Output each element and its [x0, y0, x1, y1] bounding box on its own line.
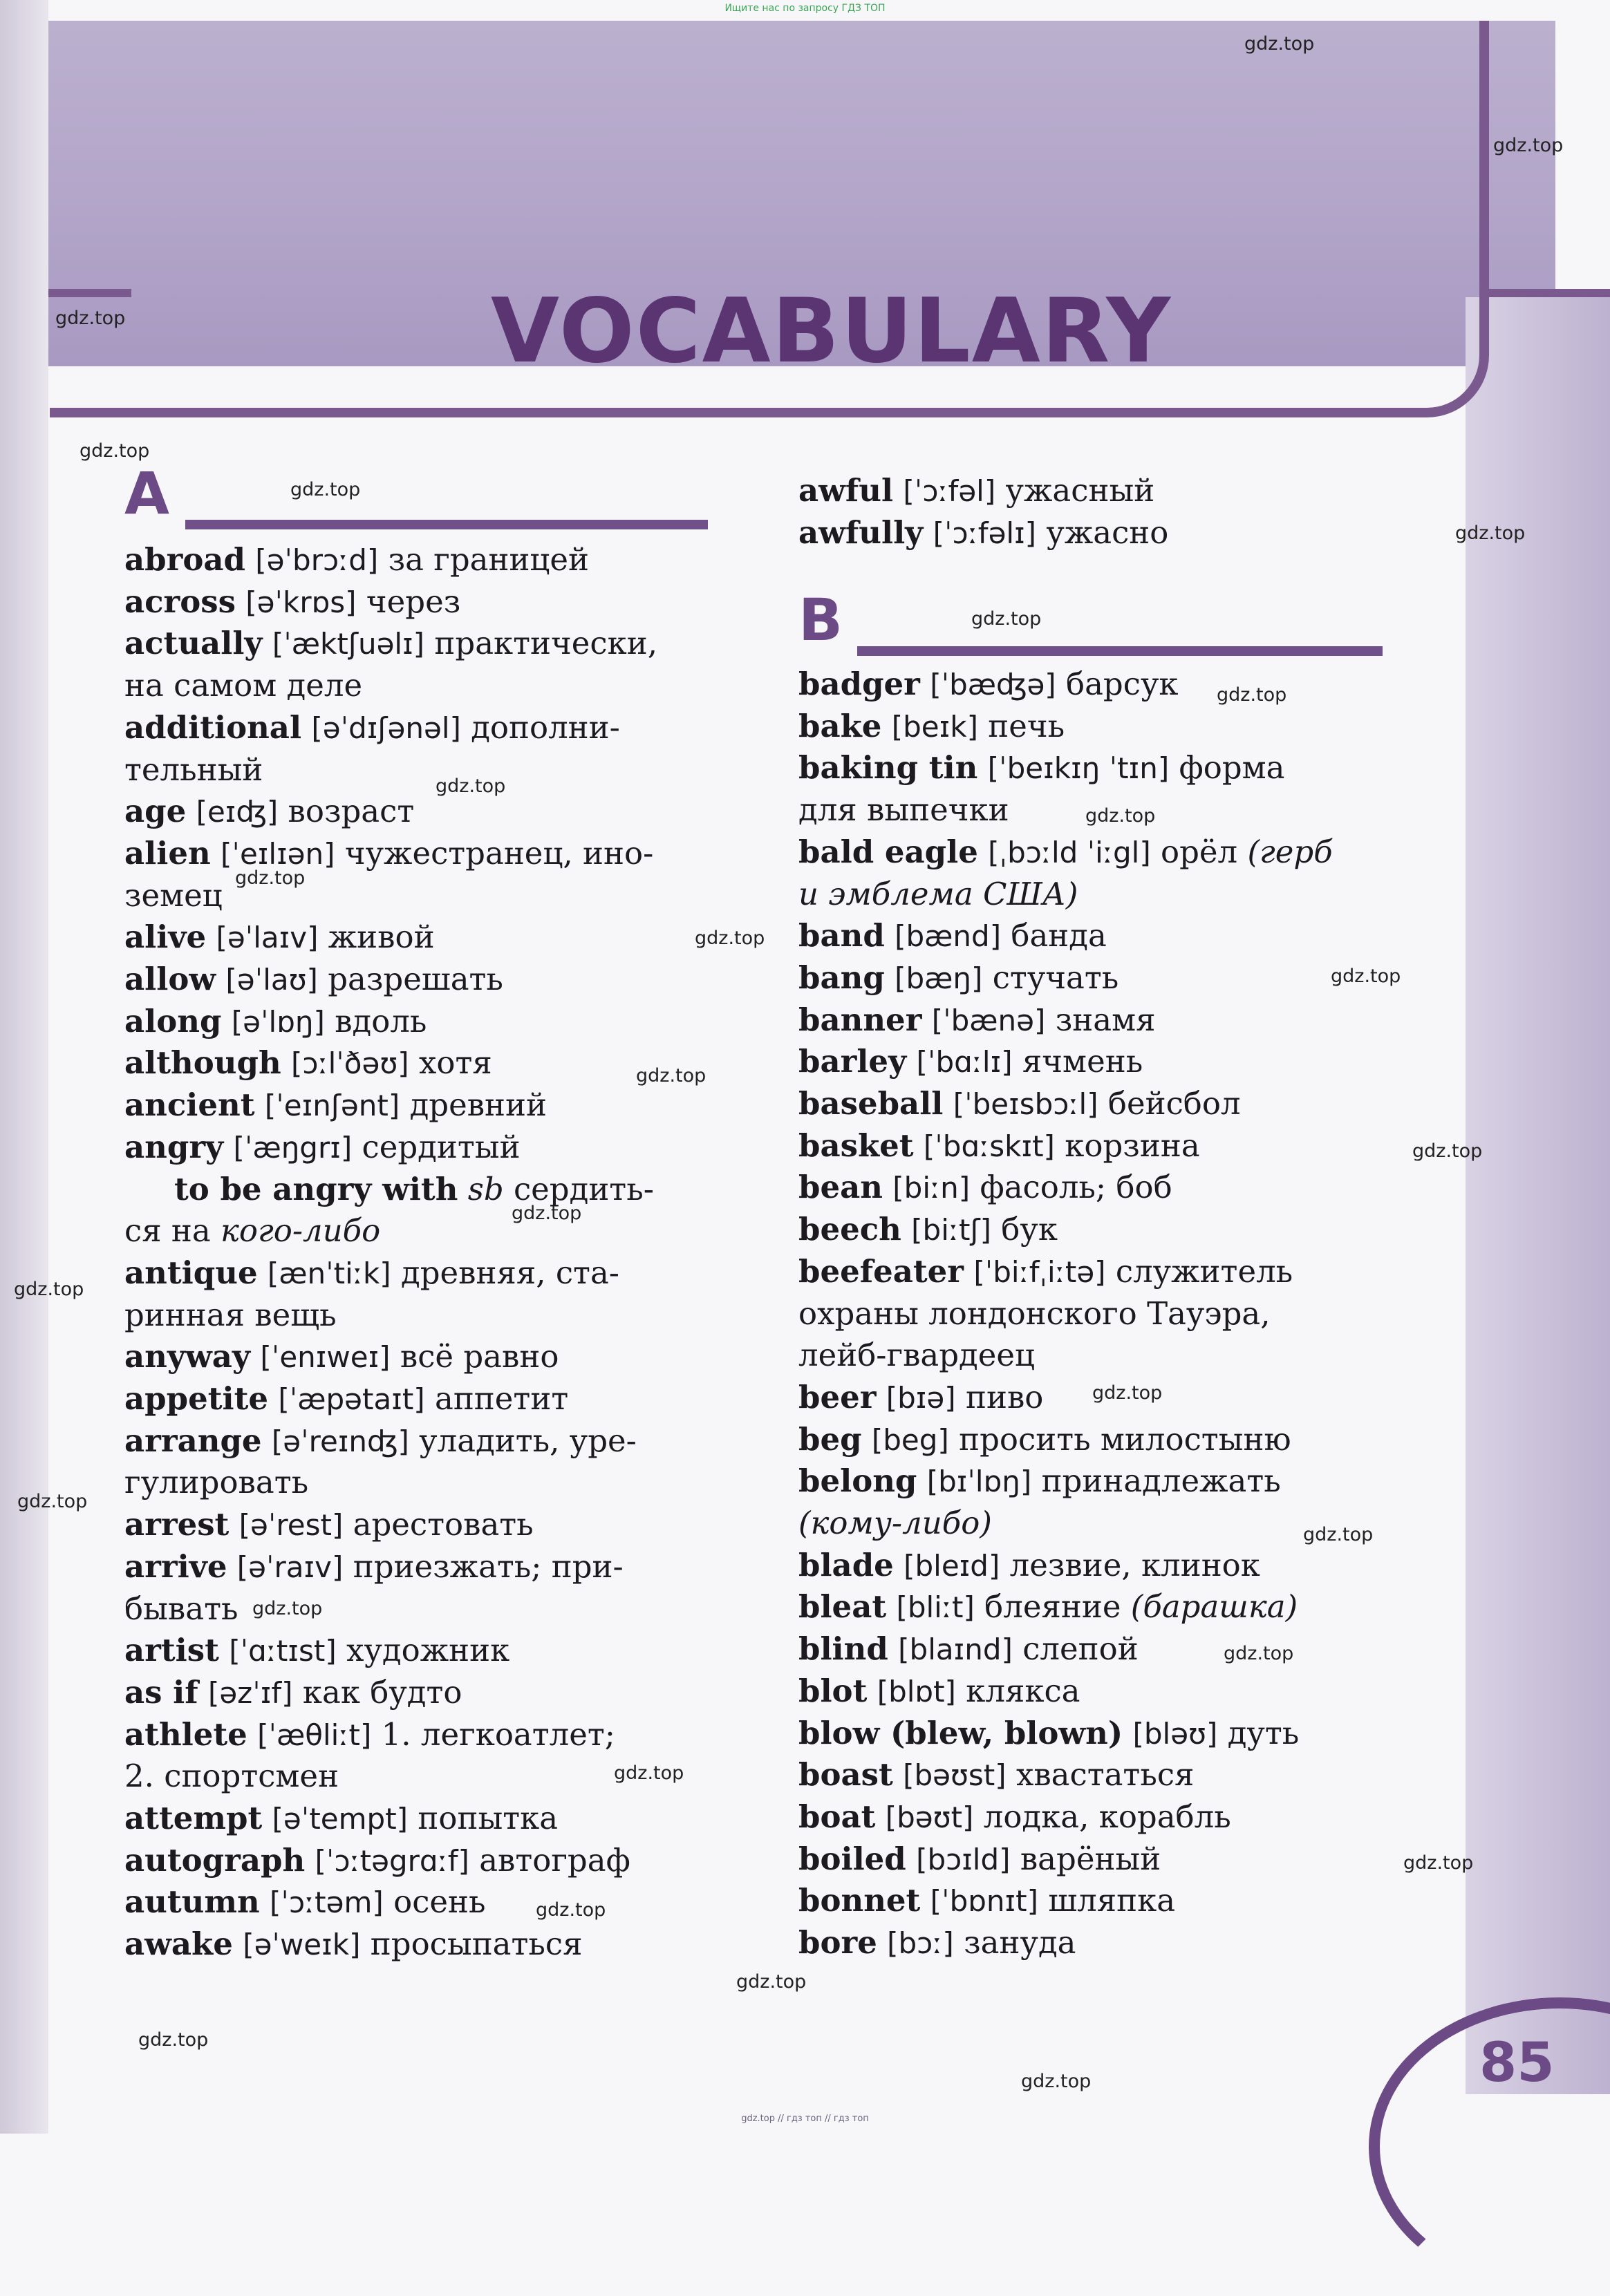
vocab-entry: [124, 1252, 619, 1295]
watermark-text: gdz.top: [1412, 1140, 1483, 1162]
vocab-entry: [798, 1880, 1175, 1922]
vocab-entry: [124, 581, 460, 623]
entry-pronunciation: [ˈeɪlɪən]: [221, 836, 335, 871]
vocab-entry: [798, 706, 1065, 748]
vocab-entry: [798, 831, 1333, 874]
entry-note: (барашка): [1130, 1588, 1298, 1626]
vocab-entry: [124, 1630, 509, 1672]
vocab-entry: [124, 1798, 558, 1840]
entry-pronunciation: [ˈbɒnɪt]: [930, 1884, 1038, 1919]
watermark-text: gdz.top: [436, 775, 506, 797]
entry-pronunciation: [bɔː]: [887, 1926, 954, 1960]
entry-continuation: [798, 789, 1009, 831]
entry-translation: 1. легкоатлет;: [381, 1715, 615, 1753]
watermark-text: gdz.top: [235, 867, 306, 889]
entry-pronunciation: [əˈrest]: [238, 1508, 344, 1543]
entry-continuation: [124, 1210, 380, 1252]
watermark-text: gdz.top: [1217, 684, 1287, 706]
entry-pronunciation: [biːtʃ]: [911, 1213, 991, 1248]
vocab-entry: [124, 1336, 559, 1378]
watermark-text: gdz.top: [79, 440, 150, 462]
entry-pronunciation: [biːn]: [892, 1171, 971, 1205]
entry-translation: банда: [1011, 917, 1107, 954]
entry-pronunciation: [ˈbeɪsbɔːl]: [953, 1087, 1098, 1121]
vocab-entry: [798, 957, 1118, 999]
entry-translation: ужасно: [1046, 514, 1169, 551]
entry-word: attempt: [124, 1800, 263, 1836]
vocab-entry: [124, 707, 620, 749]
entry-pronunciation: [bəʊst]: [903, 1758, 1007, 1793]
vocab-entry: [124, 1714, 615, 1756]
vocab-entry: [798, 1083, 1241, 1125]
entry-translation: орёл: [1161, 833, 1238, 870]
vocab-entry: [124, 1127, 521, 1169]
page-number: 85: [1479, 2032, 1555, 2094]
entry-word: across: [124, 583, 236, 620]
entry-continuation: [124, 875, 223, 916]
phrase-translation: сердить-: [513, 1170, 654, 1207]
vocab-entry: [124, 1923, 583, 1966]
entry-translation: знамя: [1055, 1001, 1156, 1038]
entry-note: (герб: [1247, 833, 1333, 870]
entry-translation: арестовать: [353, 1506, 534, 1543]
entry-translation: клякса: [966, 1672, 1080, 1709]
entry-pronunciation: [ˈbænə]: [931, 1003, 1046, 1037]
entry-pronunciation: [ˈbiːfˌiːtə]: [973, 1254, 1106, 1289]
watermark-text: gdz.top: [1455, 523, 1526, 544]
vocab-entry: [798, 1041, 1143, 1083]
vocab-entry: [124, 791, 414, 833]
vocab-entry: [124, 1084, 547, 1127]
entry-translation: чужестранец, ино-: [344, 834, 654, 872]
entry-pronunciation: [ˈbæʤə]: [930, 668, 1056, 702]
vocab-entry: [124, 1546, 624, 1588]
entry-word: band: [798, 917, 885, 954]
entry-word: boat: [798, 1798, 876, 1835]
entry-pronunciation: [əˈlaʊ]: [225, 963, 318, 997]
entry-word: bleat: [798, 1588, 887, 1626]
watermark-text: gdz.top: [1403, 1852, 1474, 1874]
vocab-entry: [798, 1586, 1298, 1628]
entry-translation: служитель: [1115, 1252, 1293, 1290]
entry-translation: живой: [328, 919, 435, 956]
entry-translation: стучать: [992, 959, 1119, 996]
entry-pronunciation: [blaɪnd]: [898, 1632, 1013, 1667]
entry-translation: древняя, ста-: [401, 1254, 619, 1291]
entry-translation: аппетит: [434, 1380, 569, 1417]
vocab-entry: [798, 915, 1107, 957]
page-title: VOCABULARY: [491, 280, 1172, 383]
vocab-entry: [798, 1713, 1299, 1755]
entry-continuation: [124, 1588, 238, 1630]
vocab-phrase: [174, 1169, 654, 1210]
entry-pronunciation: [əˈkrɒs]: [245, 585, 357, 619]
page-gutter-shade: [0, 0, 48, 2134]
entry-pronunciation: [əˈweɪk]: [243, 1928, 361, 1962]
vocab-entry: [124, 1042, 492, 1084]
entry-translation: разрешать: [328, 961, 503, 997]
entry-pronunciation: [ˈɔːtəgrɑːf]: [315, 1843, 469, 1878]
entry-word: antique: [124, 1254, 258, 1291]
continuation-text: гулировать: [124, 1464, 309, 1501]
vocab-entry: [798, 1754, 1194, 1796]
entry-word: baseball: [798, 1085, 944, 1122]
entry-pronunciation: [ˈɔːfəlɪ]: [933, 516, 1037, 550]
entry-translation: корзина: [1065, 1127, 1200, 1164]
watermark-text: gdz.top: [1092, 1382, 1163, 1404]
entry-pronunciation: [ˈeɪnʃənt]: [264, 1089, 400, 1123]
watermark-text: gdz.top: [1244, 33, 1315, 55]
vocab-entry: [124, 833, 653, 875]
entry-translation: хотя: [418, 1044, 492, 1082]
entry-translation: бейсбол: [1107, 1085, 1241, 1122]
entry-word: artist: [124, 1632, 219, 1669]
entry-pronunciation: [ɔːlˈðəʊ]: [290, 1046, 409, 1081]
entry-word: additional: [124, 708, 302, 746]
vocab-entry: [124, 1504, 534, 1546]
entry-word: abroad: [124, 541, 245, 578]
entry-continuation: [798, 874, 1078, 915]
entry-translation: печь: [988, 707, 1065, 744]
entry-translation: хвастаться: [1015, 1756, 1195, 1794]
entry-pronunciation: [əˈbrɔːd]: [255, 543, 379, 577]
entry-word: alive: [124, 919, 207, 956]
section-letter-a: A: [124, 460, 170, 527]
bottom-notice: gdz.top // гдз топ // гдз топ: [741, 2114, 869, 2124]
entry-word: blow (blew, blown): [798, 1714, 1123, 1751]
entry-translation: лезвие, клинок: [1009, 1546, 1260, 1583]
continuation-text: бывать: [124, 1590, 238, 1627]
entry-pronunciation: [ˌbɔːld ˈiːgl]: [988, 835, 1151, 869]
entry-translation: художник: [346, 1632, 510, 1669]
vocab-entry: [798, 664, 1179, 706]
watermark-text: gdz.top: [512, 1203, 582, 1224]
continuation-text: ринная вещь: [124, 1296, 337, 1333]
vocab-entry: [798, 1419, 1291, 1461]
watermark-text: gdz.top: [55, 308, 126, 329]
entry-pronunciation: [bləʊ]: [1132, 1716, 1218, 1751]
vocab-entry: [798, 747, 1284, 789]
entry-word: ancient: [124, 1086, 255, 1124]
entry-translation: как будто: [302, 1673, 462, 1711]
entry-pronunciation: [bɪˈlɒŋ]: [926, 1465, 1032, 1499]
entry-word: along: [124, 1002, 222, 1039]
entry-pronunciation: [ˈæŋgrɪ]: [233, 1130, 353, 1165]
vocab-entry: [124, 959, 503, 1001]
entry-word: baking tin: [798, 749, 978, 787]
entry-translation: приезжать; при-: [353, 1547, 624, 1585]
watermark-text: gdz.top: [1493, 135, 1564, 156]
vocab-entry: [124, 623, 657, 665]
entry-word: bang: [798, 959, 885, 996]
entry-translation: дуть: [1227, 1714, 1300, 1751]
entry-note: и эмблема США): [798, 875, 1078, 912]
entry-word: blind: [798, 1630, 888, 1668]
entry-pronunciation: [ˈæθliːt]: [257, 1718, 372, 1752]
entry-continuation: [124, 1295, 337, 1336]
entry-pronunciation: [əˈraɪv]: [236, 1550, 344, 1584]
entry-translation: попытка: [418, 1800, 559, 1836]
entry-translation: через: [366, 583, 461, 620]
vocab-entry: [124, 539, 589, 581]
continuation-text: охраны лондонского Тауэра,: [798, 1295, 1271, 1332]
entry-pronunciation: [bɔɪld]: [916, 1842, 1011, 1876]
entry-translation: барсук: [1066, 666, 1179, 702]
entry-word: awful: [798, 472, 894, 509]
vocab-entry: [798, 1922, 1076, 1964]
entry-word: although: [124, 1044, 281, 1082]
watermark-text: gdz.top: [971, 608, 1042, 630]
vocab-entry: [124, 1378, 568, 1420]
vocab-entry: [798, 999, 1155, 1042]
entry-word: anyway: [124, 1338, 251, 1375]
entry-pronunciation: [əˈreɪnʤ]: [271, 1424, 409, 1458]
vocab-entry: [798, 512, 1168, 554]
entry-translation: принадлежать: [1041, 1462, 1281, 1500]
entry-word: age: [124, 793, 187, 830]
entry-translation: блеяние: [984, 1588, 1121, 1626]
entry-translation: вдоль: [335, 1002, 427, 1039]
entry-continuation: [798, 1293, 1271, 1335]
continuation-text: на самом деле: [124, 667, 363, 704]
entry-translation: варёный: [1020, 1840, 1161, 1877]
continuation-text: 2. спортсмен: [124, 1758, 339, 1795]
entry-pronunciation: [beg]: [871, 1422, 949, 1457]
entry-translation: практически,: [434, 625, 658, 662]
entry-pronunciation: [ˈæpətaɪt]: [278, 1382, 425, 1416]
entry-pronunciation: [blɒt]: [877, 1674, 956, 1709]
entry-continuation: [124, 1462, 308, 1503]
header-right-rule: [1479, 289, 1610, 297]
entry-pronunciation: [ˈæktʃuəlɪ]: [272, 627, 425, 661]
entry-word: awfully: [798, 514, 924, 551]
entry-translation: ужасный: [1005, 472, 1155, 509]
entry-word: as if: [124, 1673, 198, 1711]
entry-word: bonnet: [798, 1882, 921, 1919]
entry-continuation: [124, 1756, 339, 1797]
entry-translation: ячмень: [1022, 1043, 1143, 1080]
entry-translation: автограф: [479, 1841, 630, 1879]
entry-word: beer: [798, 1378, 877, 1415]
vocab-entry: [798, 1628, 1139, 1671]
entry-pronunciation: [ˈɔːtəm]: [270, 1885, 384, 1920]
entry-pronunciation: [əˈlaɪv]: [216, 921, 319, 955]
entry-pronunciation: [ˈbɑːskɪt]: [923, 1129, 1055, 1163]
entry-translation: возраст: [288, 793, 415, 830]
entry-word: alien: [124, 834, 211, 872]
vocab-entry: [798, 1796, 1231, 1838]
entry-word: arrive: [124, 1547, 227, 1585]
entry-translation: дополни-: [471, 708, 620, 746]
entry-pronunciation: [əˈlɒŋ]: [231, 1004, 325, 1039]
watermark-text: gdz.top: [1224, 1643, 1294, 1664]
vocab-entry: [798, 1125, 1200, 1167]
entry-translation: шляпка: [1048, 1882, 1176, 1919]
entry-translation: бук: [1001, 1211, 1058, 1248]
entry-translation: форма: [1179, 749, 1285, 787]
entry-word: autograph: [124, 1841, 306, 1879]
vocab-entry: [798, 1377, 1043, 1419]
entry-pronunciation: [əˈtempt]: [272, 1802, 409, 1836]
entry-translation: лодка, корабль: [983, 1798, 1231, 1835]
entry-translation: просить милостыню: [959, 1420, 1291, 1458]
entry-continuation: [798, 1503, 992, 1544]
entry-pronunciation: [ˈɔːfəl]: [903, 474, 996, 508]
entry-translation: зануда: [964, 1924, 1076, 1961]
vocab-entry: [798, 1460, 1281, 1503]
watermark-text: gdz.top: [1085, 805, 1156, 827]
entry-continuation: [124, 749, 263, 791]
entry-pronunciation: [ˈenɪweɪ]: [260, 1340, 391, 1375]
watermark-text: gdz.top: [1303, 1524, 1374, 1545]
entry-pronunciation: [ænˈtiːk]: [267, 1256, 391, 1290]
continuation-text: земец: [124, 876, 223, 914]
vocab-entry: [124, 1840, 630, 1882]
entry-translation: всё равно: [400, 1338, 559, 1375]
watermark-text: gdz.top: [290, 479, 361, 500]
vocab-entry: [124, 1672, 462, 1714]
entry-word: angry: [124, 1128, 224, 1165]
watermark-text: gdz.top: [695, 928, 765, 949]
entry-pronunciation: [bɪə]: [886, 1380, 956, 1415]
watermark-text: gdz.top: [736, 1971, 807, 1993]
continuation-text: для выпечки: [798, 791, 1009, 829]
entry-translation: сердитый: [362, 1128, 521, 1165]
entry-translation: просыпаться: [370, 1926, 583, 1963]
entry-pronunciation: [əzˈɪf]: [207, 1675, 293, 1710]
entry-word: basket: [798, 1127, 914, 1164]
entry-pronunciation: [bænd]: [895, 919, 1002, 954]
entry-pronunciation: [bliːt]: [896, 1590, 975, 1625]
entry-word: bean: [798, 1169, 883, 1206]
section-letter-b: B: [798, 586, 843, 654]
entry-word: bald eagle: [798, 833, 978, 870]
vocab-entry: [124, 1001, 427, 1043]
entry-translation: древний: [409, 1086, 547, 1124]
entry-word: arrange: [124, 1422, 262, 1459]
continuation-text: ся на: [124, 1212, 211, 1250]
entry-word: boiled: [798, 1840, 906, 1877]
watermark-text: gdz.top: [614, 1762, 684, 1784]
entry-translation: пиво: [965, 1378, 1044, 1415]
entry-word: blade: [798, 1546, 894, 1583]
entry-pronunciation: [ˈbɑːlɪ]: [916, 1045, 1013, 1080]
entry-pronunciation: [bæŋ]: [895, 961, 983, 995]
entry-pronunciation: [ˈbeɪkɪŋ ˈtɪn]: [987, 751, 1170, 786]
vocab-entry: [798, 1251, 1293, 1293]
entry-word: beg: [798, 1420, 862, 1458]
phrase-text: to be angry with: [174, 1170, 458, 1207]
entry-word: blot: [798, 1672, 868, 1709]
watermark-text: gdz.top: [138, 2029, 209, 2051]
entry-pronunciation: [eɪʤ]: [196, 795, 279, 829]
entry-translation: осень: [393, 1883, 486, 1921]
watermark-text: gdz.top: [1021, 2071, 1092, 2092]
watermark-text: gdz.top: [17, 1491, 88, 1512]
continuation-text: лейб-гвардеец: [798, 1337, 1035, 1374]
watermark-text: gdz.top: [636, 1065, 706, 1086]
entry-word: actually: [124, 625, 263, 662]
entry-word: beech: [798, 1211, 901, 1248]
entry-word: banner: [798, 1001, 922, 1038]
vocab-entry: [124, 1420, 637, 1462]
entry-translation: фасоль; боб: [980, 1169, 1172, 1206]
header-left-rule: [48, 289, 131, 297]
vocab-entry: [124, 916, 435, 959]
vocab-entry: [798, 1838, 1161, 1881]
section-b-rule: [857, 646, 1383, 656]
entry-word: badger: [798, 666, 920, 702]
entry-word: beefeater: [798, 1252, 964, 1290]
right-margin-band: [1466, 297, 1610, 2094]
entry-translation: уладить, уре-: [419, 1422, 637, 1459]
vocab-entry: [798, 1545, 1260, 1587]
section-a-rule: [185, 520, 708, 529]
watermark-text: gdz.top: [536, 1899, 606, 1921]
entry-translation: за границей: [388, 541, 589, 578]
vocab-entry: [124, 1881, 486, 1923]
entry-word: bore: [798, 1924, 877, 1961]
entry-word: awake: [124, 1926, 233, 1963]
entry-pronunciation: [əˈdɪʃənəl]: [311, 711, 461, 745]
watermark-text: gdz.top: [252, 1598, 323, 1619]
continuation-text: тельный: [124, 751, 263, 788]
entry-word: belong: [798, 1462, 917, 1500]
entry-word: barley: [798, 1043, 907, 1080]
entry-note: (кому-либо): [798, 1505, 992, 1541]
entry-word: appetite: [124, 1380, 269, 1417]
entry-continuation: [798, 1335, 1035, 1376]
entry-pronunciation: [ˈɑːtɪst]: [229, 1634, 337, 1668]
entry-word: bake: [798, 707, 882, 744]
entry-word: allow: [124, 961, 216, 997]
watermark-text: gdz.top: [1331, 966, 1401, 987]
vocab-entry: [798, 1167, 1172, 1209]
entry-pronunciation: [bleɪd]: [904, 1548, 1000, 1583]
watermark-text: gdz.top: [14, 1279, 84, 1300]
entry-continuation: [124, 665, 362, 706]
entry-word: autumn: [124, 1883, 260, 1921]
entry-word: athlete: [124, 1715, 247, 1753]
vocab-entry: [798, 1671, 1080, 1713]
vocab-entry: [798, 470, 1154, 512]
entry-note: кого-либо: [221, 1212, 381, 1250]
entry-word: arrest: [124, 1506, 230, 1543]
entry-pronunciation: [beɪk]: [891, 709, 978, 744]
vocab-entry: [798, 1209, 1058, 1251]
entry-word: boast: [798, 1756, 893, 1794]
phrase-object: sb: [467, 1170, 504, 1207]
entry-translation: слепой: [1022, 1630, 1139, 1668]
top-notice: Ищите нас по запросу ГДЗ ТОП: [724, 3, 886, 14]
entry-pronunciation: [bəʊt]: [885, 1800, 974, 1834]
